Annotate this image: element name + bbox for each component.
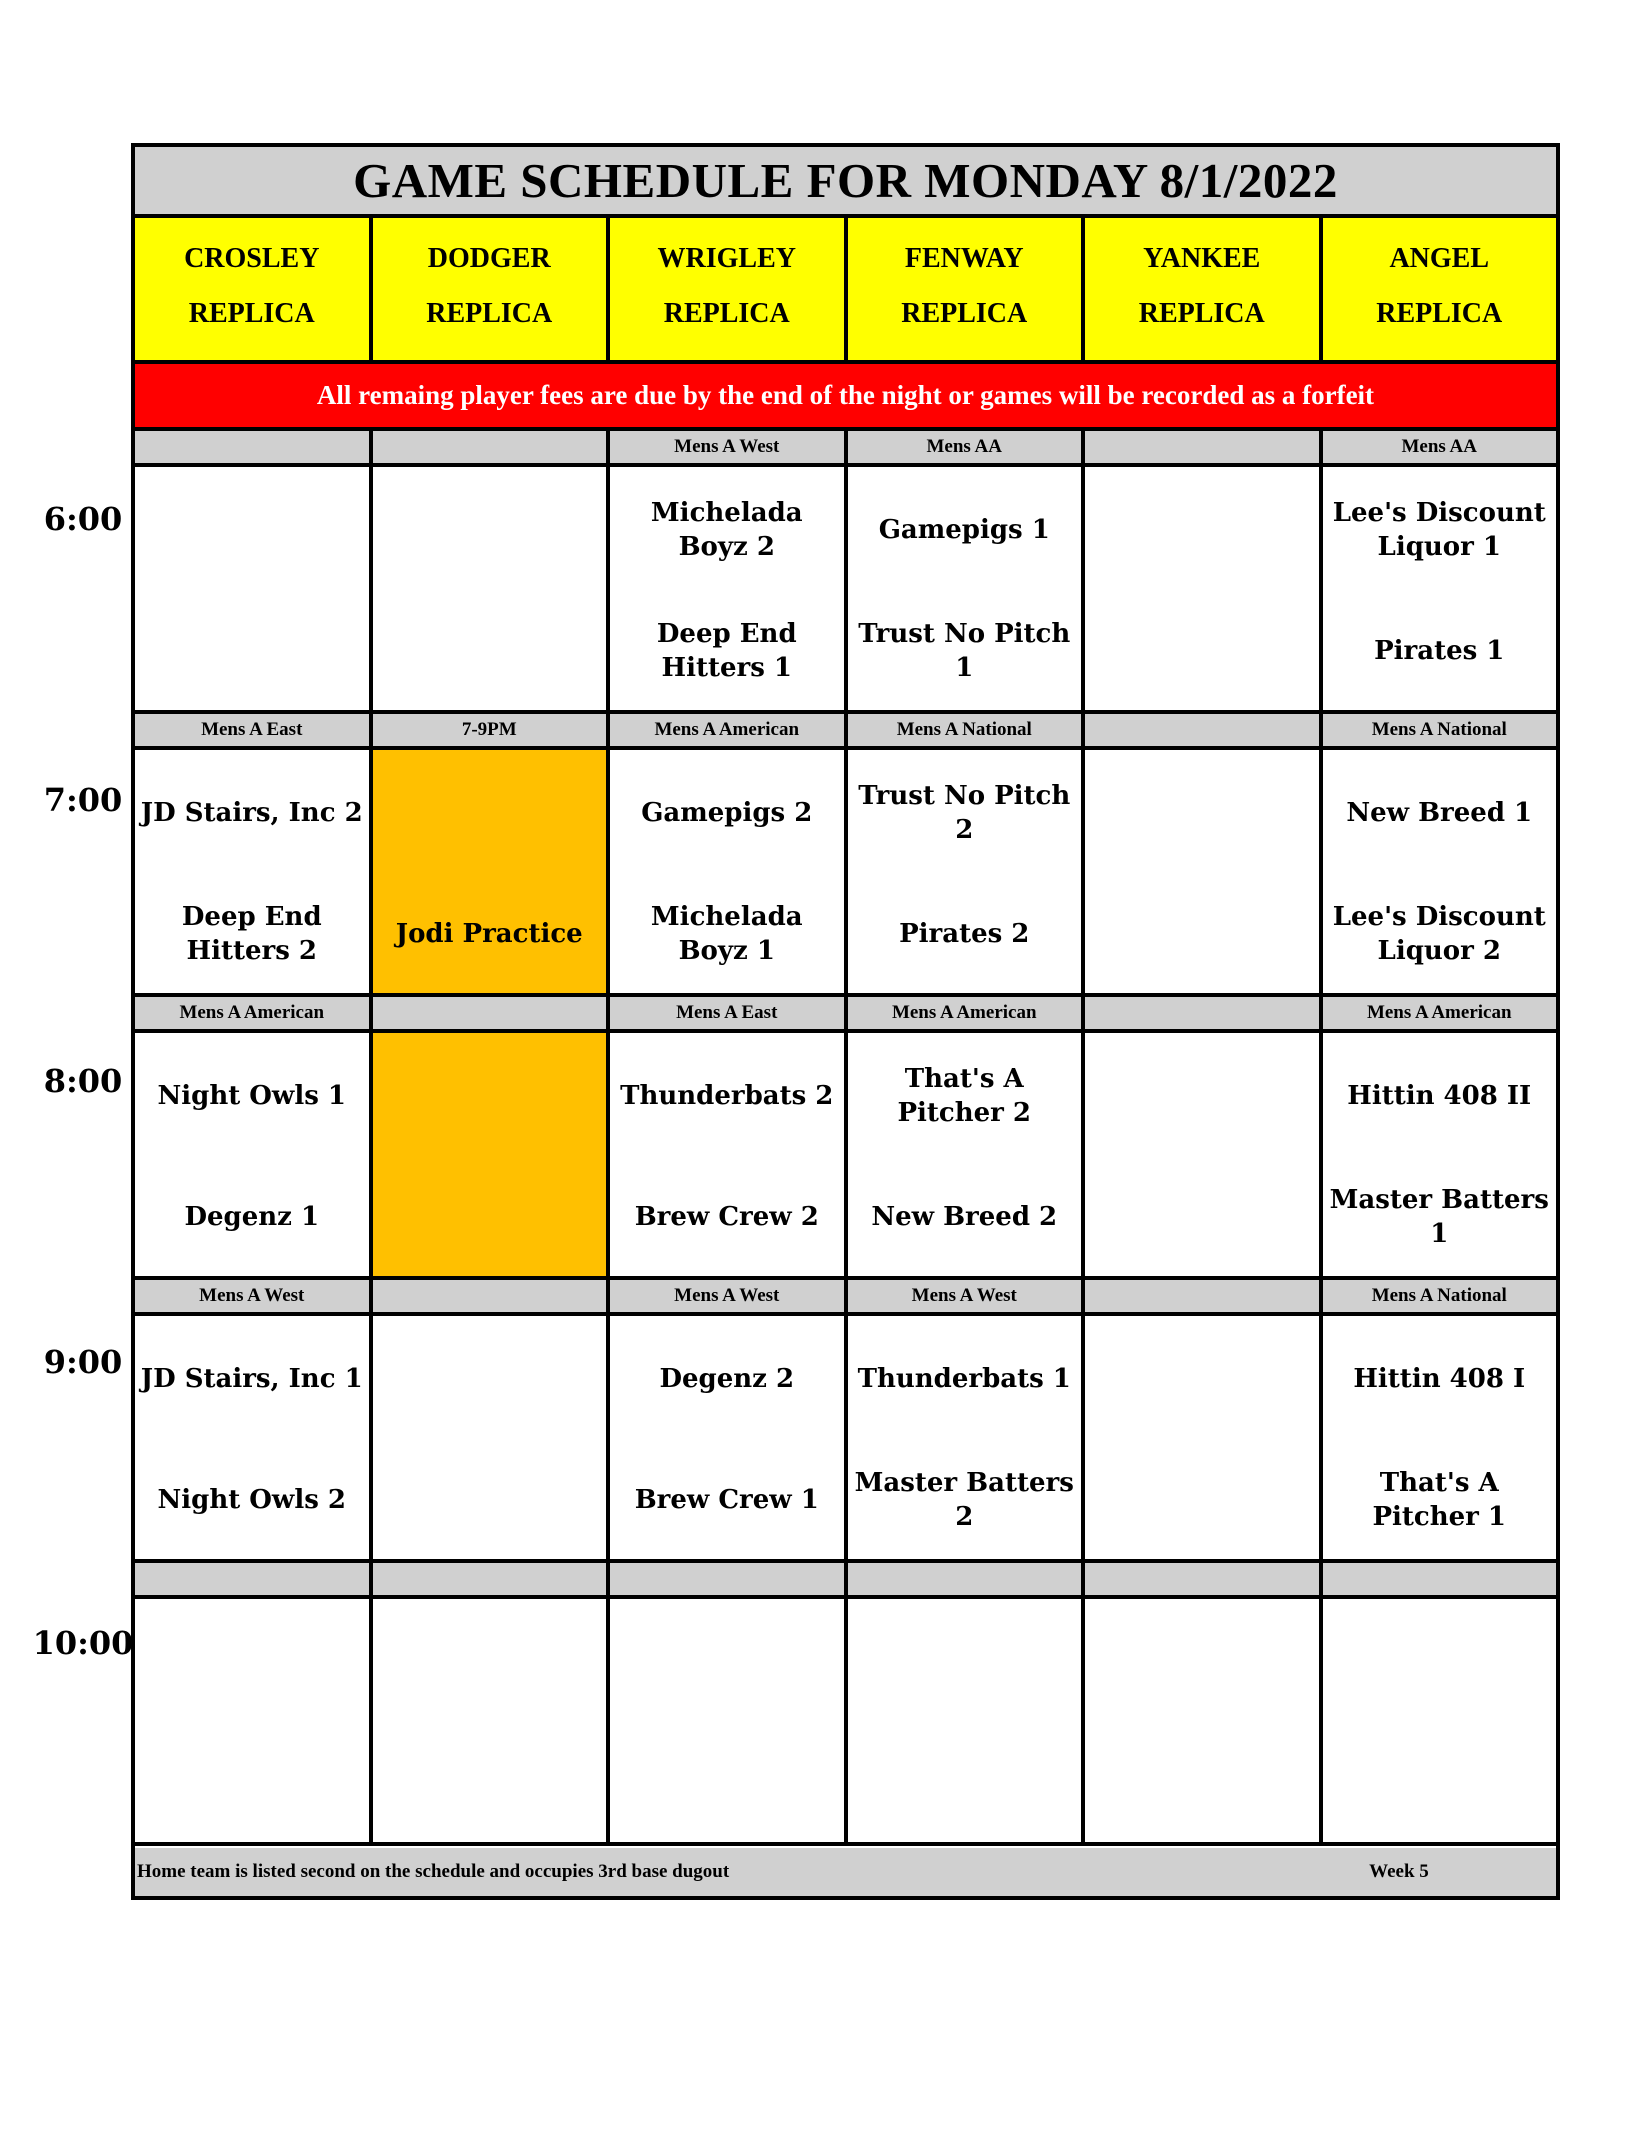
field-header-row: [135, 218, 1556, 364]
division-label: [1085, 1280, 1323, 1312]
game-cell: [135, 1316, 373, 1559]
away-team: Trust No Pitch 2: [858, 781, 1071, 845]
game-cell: [135, 1033, 373, 1276]
time-label-6: 6:00: [43, 500, 123, 538]
field-header-fenway: FENWAY REPLICA: [848, 218, 1086, 360]
division-row-7: [135, 714, 1556, 750]
division-row-6: [135, 431, 1556, 467]
game-row-6: [135, 467, 1556, 714]
away-team: Thunderbats 1: [857, 1364, 1071, 1394]
game-cell: [848, 467, 1086, 710]
division-label: [610, 1563, 848, 1595]
game-cell: [848, 1599, 1086, 1842]
game-row-7: [135, 750, 1556, 997]
away-team: Gamepigs 2: [641, 798, 813, 828]
division-label: Mens A American: [1323, 997, 1557, 1029]
home-team: [139, 1748, 365, 1818]
home-team: Master Batters 1: [1329, 1185, 1549, 1249]
away-team: [614, 1627, 840, 1697]
division-label: Mens A National: [1323, 1280, 1557, 1312]
division-row-10: [135, 1563, 1556, 1599]
field-header-yankee: YANKEE REPLICA: [1085, 218, 1323, 360]
home-team: [1089, 1182, 1315, 1252]
home-team: [1089, 1748, 1315, 1818]
away-team: [377, 1061, 603, 1131]
time-label-9: 9:00: [43, 1343, 123, 1381]
division-label: Mens A West: [610, 1280, 848, 1312]
page-title: GAME SCHEDULE FOR MONDAY 8/1/2022: [135, 147, 1556, 218]
away-team: Lee's Discount Liquor 1: [1332, 498, 1546, 562]
home-team: [377, 1465, 603, 1535]
division-row-8: [135, 997, 1556, 1033]
game-cell: [1085, 1033, 1323, 1276]
home-team: [139, 616, 365, 686]
away-team: [139, 495, 365, 565]
division-label: Mens A National: [848, 714, 1086, 746]
field-header-crosley: CROSLEY REPLICA: [135, 218, 373, 360]
away-team: Night Owls 1: [157, 1081, 346, 1111]
division-label: Mens A American: [135, 997, 373, 1029]
game-cell: [610, 1316, 848, 1559]
home-team: Michelada Boyz 1: [650, 902, 803, 966]
practice-cell: [373, 1033, 611, 1276]
home-team: Pirates 2: [899, 919, 1030, 949]
away-team: Hittin 408 I: [1353, 1364, 1526, 1394]
game-cell: [135, 750, 373, 993]
home-team: [1089, 616, 1315, 686]
division-label: Mens A East: [135, 714, 373, 746]
game-cell: [135, 1599, 373, 1842]
away-team: That's A Pitcher 2: [897, 1064, 1032, 1128]
game-cell: [1085, 750, 1323, 993]
division-label: [373, 1280, 611, 1312]
division-label: [1085, 997, 1323, 1029]
game-cell: [1323, 1316, 1557, 1559]
away-team: JD Stairs, Inc 2: [140, 798, 363, 828]
away-team: [1089, 1627, 1315, 1697]
game-cell: [373, 1599, 611, 1842]
home-team: Trust No Pitch 1: [858, 619, 1071, 683]
game-cell: [1323, 1599, 1557, 1842]
division-label: Mens A National: [1323, 714, 1557, 746]
division-label: [135, 1563, 373, 1595]
game-cell: [848, 750, 1086, 993]
time-label-7: 7:00: [43, 781, 123, 819]
home-team: Deep End Hitters 1: [656, 619, 797, 683]
practice-cell: [373, 750, 611, 993]
away-team: [377, 495, 603, 565]
home-team: Degenz 1: [184, 1202, 320, 1232]
away-team: [852, 1627, 1078, 1697]
away-team: New Breed 1: [1346, 798, 1533, 828]
away-team: [1327, 1627, 1553, 1697]
field-header-dodger: DODGER REPLICA: [373, 218, 611, 360]
game-cell: [1085, 1599, 1323, 1842]
game-row-10: [135, 1599, 1556, 1846]
division-label: [373, 997, 611, 1029]
game-cell: [610, 467, 848, 710]
game-cell: [610, 1599, 848, 1842]
away-team: Hittin 408 II: [1347, 1081, 1532, 1111]
home-team: [377, 1748, 603, 1818]
home-team: That's A Pitcher 1: [1372, 1468, 1507, 1532]
game-cell: [610, 750, 848, 993]
schedule-table: [131, 143, 1560, 1900]
away-team: Michelada Boyz 2: [650, 498, 803, 562]
away-team: [1089, 778, 1315, 848]
home-team: [1089, 1465, 1315, 1535]
home-team: Brew Crew 2: [634, 1202, 819, 1232]
away-team: [1089, 495, 1315, 565]
division-label: [1085, 714, 1323, 746]
away-team: [377, 778, 603, 848]
game-cell: [135, 467, 373, 710]
home-team: Pirates 1: [1374, 636, 1505, 666]
division-label: Mens A West: [610, 431, 848, 463]
home-team: Brew Crew 1: [634, 1485, 819, 1515]
time-label-8: 8:00: [43, 1062, 123, 1100]
game-cell: [1323, 1033, 1557, 1276]
game-cell: [1085, 1316, 1323, 1559]
game-cell: [373, 467, 611, 710]
game-cell: [610, 1033, 848, 1276]
home-team: Lee's Discount Liquor 2: [1332, 902, 1546, 966]
field-header-angel: ANGEL REPLICA: [1376, 243, 1503, 329]
fee-notice-banner: All remaing player fees are due by the end of the night or games will be recorded as a forfeit: [135, 364, 1556, 431]
away-team: Gamepigs 1: [878, 515, 1050, 545]
division-label: Mens AA: [848, 431, 1086, 463]
practice-label: Jodi Practice: [395, 919, 583, 949]
away-team: [139, 1627, 365, 1697]
division-label: [1323, 1563, 1557, 1595]
division-label: [373, 1563, 611, 1595]
home-team: [1089, 899, 1315, 969]
away-team: JD Stairs, Inc 1: [140, 1364, 363, 1394]
game-cell: [1323, 467, 1557, 710]
division-label: 7-9PM: [373, 714, 611, 746]
game-cell: [1085, 467, 1323, 710]
home-team: [614, 1748, 840, 1818]
away-team: [1089, 1061, 1315, 1131]
footer-bar: [135, 1848, 1556, 1896]
time-label-10: 10:00: [32, 1624, 134, 1662]
division-label: Mens AA: [1323, 431, 1557, 463]
home-team-note: Home team is listed second on the schedule and occupies 3rd base dugout: [137, 1861, 730, 1882]
home-team: Deep End Hitters 2: [181, 902, 322, 966]
away-team: Degenz 2: [659, 1364, 795, 1394]
game-cell: [1323, 750, 1557, 993]
home-team: Master Batters 2: [854, 1468, 1074, 1532]
week-label: Week 5: [1369, 1861, 1429, 1882]
game-row-8: [135, 1033, 1556, 1280]
away-team: [377, 1344, 603, 1414]
away-team: [377, 1627, 603, 1697]
game-cell: [848, 1316, 1086, 1559]
division-label: [848, 1563, 1086, 1595]
game-cell: [373, 1316, 611, 1559]
division-label: Mens A West: [848, 1280, 1086, 1312]
division-label: [1085, 431, 1323, 463]
division-label: [373, 431, 611, 463]
home-team: [1327, 1748, 1553, 1818]
division-label: [1085, 1563, 1323, 1595]
home-team: [852, 1748, 1078, 1818]
home-team: [377, 616, 603, 686]
home-team: New Breed 2: [871, 1202, 1058, 1232]
away-team: [1089, 1344, 1315, 1414]
home-team: Night Owls 2: [157, 1485, 346, 1515]
home-team: [377, 1182, 603, 1252]
game-cell: [848, 1033, 1086, 1276]
game-row-9: [135, 1316, 1556, 1563]
division-row-9: [135, 1280, 1556, 1316]
away-team: Thunderbats 2: [620, 1081, 834, 1111]
division-label: [135, 431, 373, 463]
division-label: Mens A West: [135, 1280, 373, 1312]
division-label: Mens A American: [610, 714, 848, 746]
field-header-wrigley: WRIGLEY REPLICA: [610, 218, 848, 360]
division-label: Mens A East: [610, 997, 848, 1029]
division-label: Mens A American: [848, 997, 1086, 1029]
